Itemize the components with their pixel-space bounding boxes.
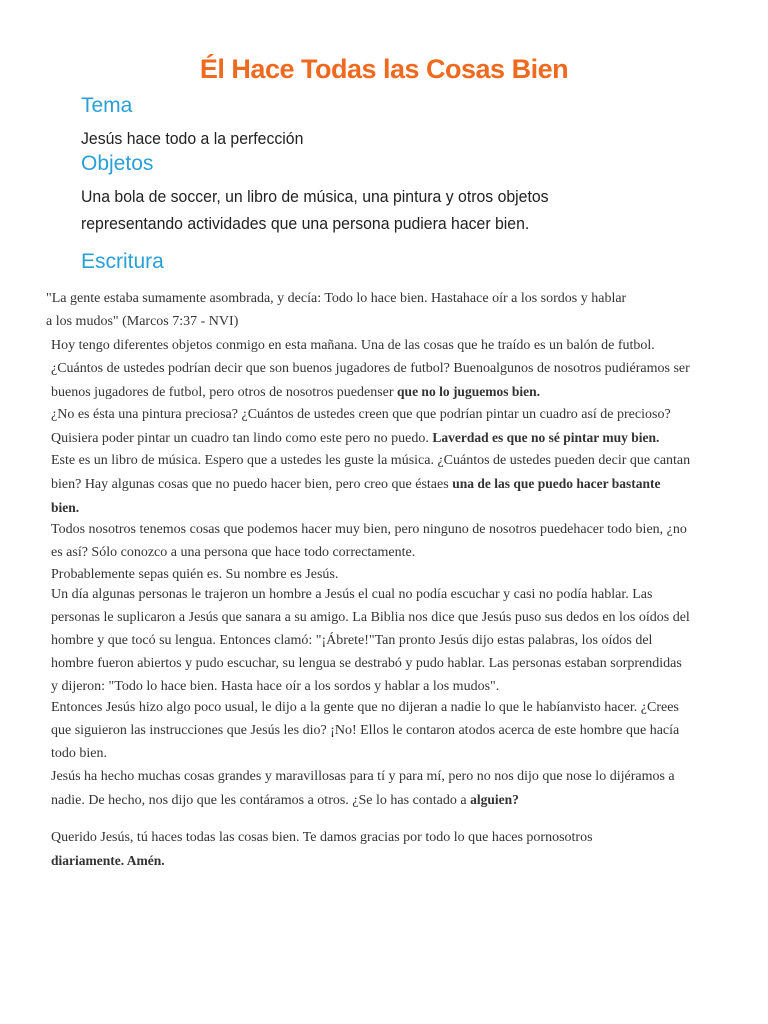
paragraph-painting [51,403,671,450]
text-line: todo bien. [51,746,107,761]
text-line: diariamente. Amén. [51,853,165,868]
section-heading-escritura: Escritura [81,250,164,273]
objetos-line: Una bola de soccer, un libro de música, una pintura y otros objetos [81,187,549,206]
text-line: hombre y que tocó su lengua. Entonces clamó: "¡Ábrete!"Tan pronto Jesús dijo estas palabras, los oídos del [51,633,653,648]
text-line: a los mudos" (Marcos 7:37 - NVI) [46,314,239,329]
text-line: Todos nosotros tenemos cosas que podemos hacer muy bien, pero ninguno de nosotros puedehacer todo bien, ¿no [51,522,687,537]
paragraph-prayer [51,826,593,872]
paragraph-everyone [51,518,687,564]
text-segment: una de las que puedo hacer bastante [452,476,661,491]
text-line: es así? Sólo conozco a una persona que hace todo correctamente. [51,545,416,560]
paragraph-tell-others [51,765,675,812]
text-line [51,826,593,849]
text-segment: Laverdad es que no sé pintar muy bien. [432,430,660,445]
text-line: ¿No es ésta una pintura preciosa? ¿Cuántos de ustedes creen que que podrían pintar un cuadro así de precioso? [51,407,671,422]
text-segment: que no lo juguemos bien. [397,384,540,399]
text-line: personas le suplicaron a Jesús que sanara a su amigo. La Biblia nos dice que Jesús puso sus dedos en los oídos del [51,610,690,625]
text-segment: buenos jugadores de futbol, pero otros de nosotros puedenser [51,385,398,400]
text-line: Probablemente sepas quién es. Su nombre es Jesús. [51,567,339,582]
text-line: bien. [51,500,80,515]
text-segment: Querido Jesús, tú haces todas las cosas bien. Te damos gracias por todo lo que haces por [51,830,546,845]
text-segment: nadie. De hecho, nos dijo que les contáramos a otros. ¿Se lo has contado a [51,793,471,808]
text-line: Jesús ha hecho muchas cosas grandes y maravillosas para tí y para mí, pero no nos dijo que nose lo dijéramos a [51,769,675,784]
section-heading-tema: Tema [81,94,133,117]
text-segment: alguien? [470,792,519,807]
text-line: Hoy tengo diferentes objetos conmigo en esta mañana. Una de las cosas que he traído es un balón de futbol. [51,338,655,353]
text-line [51,788,675,812]
text-line: Entonces Jesús hizo algo poco usual, le dijo a la gente que no dijeran a nadie lo que le habíanvisto hacer. ¿Crees [51,700,679,715]
text-line: "La gente estaba sumamente asombrada, y decía: Todo lo hace bien. Hastahace oír a los sordos y hablar [46,291,627,306]
scripture-quote [46,287,626,333]
paragraph-music [51,449,690,519]
tema-text: Jesús hace todo a la perfección [81,129,304,148]
text-segment: nosotros [545,830,593,845]
text-segment: bien? Hay algunas cosas que no puedo hacer bien, pero creo que éstaes [51,477,453,492]
text-line: ¿Cuántos de ustedes podrían decir que son buenos jugadores de futbol? Buenoalgunos de nosotros pudiéramos ser [51,361,690,376]
section-heading-objetos: Objetos [81,152,154,175]
paragraph-unusual [51,696,679,765]
text-line: que siguieron las instrucciones que Jesús les dio? ¡No! Ellos le contaron atodos acerca de este hombre que hacía [51,723,680,738]
text-line: Un día algunas personas le trajeron un hombre a Jesús el cual no podía escuchar y casi no podía hablar. Las [51,587,653,602]
text-segment: Quisiera poder pintar un cuadro tan lindo como este pero no puedo. [51,431,433,446]
paragraph-football [51,334,690,404]
text-line [51,380,690,404]
text-line [51,472,690,496]
text-line: Este es un libro de música. Espero que a ustedes les guste la música. ¿Cuántos de ustedes pueden decir que cantan [51,453,691,468]
text-line: hombre fueron abiertos y pudo escuchar, su lengua se destrabó y pudo hablar. Las personas estaban sorprendidas [51,656,682,671]
text-line: y dijeron: "Todo lo hace bien. Hasta hace oír a los sordos y hablar a los mudos". [51,679,500,694]
paragraph-healing [51,583,690,698]
text-line [51,426,671,450]
page-title: Él Hace Todas las Cosas Bien [199,54,569,84]
objetos-text [81,183,549,237]
objetos-line: representando actividades que una persona pudiera hacer bien. [81,214,530,233]
